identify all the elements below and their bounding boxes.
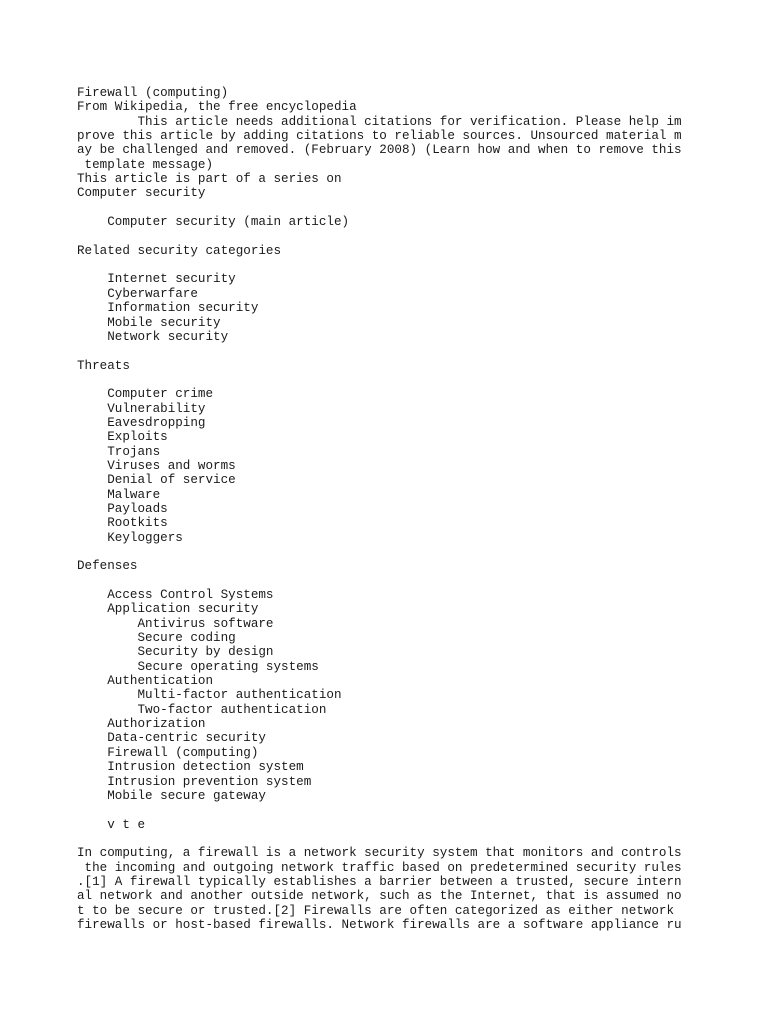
document-line: Secure coding — [77, 631, 236, 646]
document-line: Intrusion prevention system — [77, 774, 312, 789]
document-line: Security by design — [77, 645, 274, 660]
document-line: t to be secure or trusted.[2] Firewalls are often categorized as either network — [77, 903, 675, 918]
document-line: Keyloggers — [77, 530, 183, 545]
document-line — [77, 229, 697, 243]
document-line: Computer crime — [77, 387, 214, 402]
document-line: Internet security — [77, 272, 236, 287]
document-line: firewalls or host-based firewalls. Network firewalls are a software appliance ru — [77, 917, 682, 932]
document-line: Authorization — [77, 717, 206, 732]
document-line: Computer security (main article) — [77, 215, 350, 230]
document-line: Vulnerability — [77, 401, 206, 416]
document-line — [77, 803, 697, 817]
document-line: Threats — [77, 358, 130, 373]
document-line: Defenses — [77, 559, 138, 574]
document-line: Information security — [77, 301, 259, 316]
document-line: In computing, a firewall is a network security system that monitors and controls — [77, 846, 682, 861]
document-line: This article needs additional citations for verification. Please help im — [77, 114, 682, 129]
document-line: Application security — [77, 602, 259, 617]
document-line: This article is part of a series on — [77, 172, 342, 187]
document-line: Multi-factor authentication — [77, 688, 342, 703]
document-body — [77, 86, 697, 932]
document-line: Intrusion detection system — [77, 760, 304, 775]
document-line: Malware — [77, 487, 161, 502]
document-line: Two-factor authentication — [77, 702, 327, 717]
document-line: template message) — [77, 157, 214, 172]
document-line — [77, 373, 697, 387]
document-line: Network security — [77, 329, 229, 344]
document-line — [77, 258, 697, 272]
document-line: Mobile secure gateway — [77, 788, 266, 803]
document-line: ay be challenged and removed. (February 2008) (Learn how and when to remove this — [77, 143, 682, 158]
document-line: Computer security — [77, 186, 206, 201]
document-line: Payloads — [77, 501, 168, 516]
document-line: Mobile security — [77, 315, 221, 330]
document-line: al network and another outside network, such as the Internet, that is assumed no — [77, 889, 682, 904]
document-line: Rootkits — [77, 516, 168, 531]
document-line — [77, 545, 697, 559]
document-line — [77, 201, 697, 215]
document-line: Viruses and worms — [77, 458, 236, 473]
document-line: Denial of service — [77, 473, 236, 488]
document-line: Firewall (computing) — [77, 86, 229, 100]
document-line: .[1] A firewall typically establishes a barrier between a trusted, secure intern — [77, 874, 682, 889]
document-line: From Wikipedia, the free encyclopedia — [77, 100, 357, 115]
document-line: Access Control Systems — [77, 588, 274, 603]
document-line: prove this article by adding citations to reliable sources. Unsourced material m — [77, 129, 682, 144]
document-line: the incoming and outgoing network traffic based on predetermined security rules — [77, 860, 682, 875]
document-line: Trojans — [77, 444, 161, 459]
document-line — [77, 574, 697, 588]
document-line: Related security categories — [77, 243, 282, 258]
document-line: Firewall (computing) — [77, 745, 259, 760]
document-line: Antivirus software — [77, 616, 274, 631]
document-line: Exploits — [77, 430, 168, 445]
document-line — [77, 344, 697, 358]
document-line: v t e — [77, 817, 146, 832]
document-line: Cyberwarfare — [77, 286, 198, 301]
document-line: Data-centric security — [77, 731, 266, 746]
document-line — [77, 832, 697, 846]
document-line: Secure operating systems — [77, 659, 319, 674]
document-line: Eavesdropping — [77, 415, 206, 430]
document-line: Authentication — [77, 674, 214, 689]
